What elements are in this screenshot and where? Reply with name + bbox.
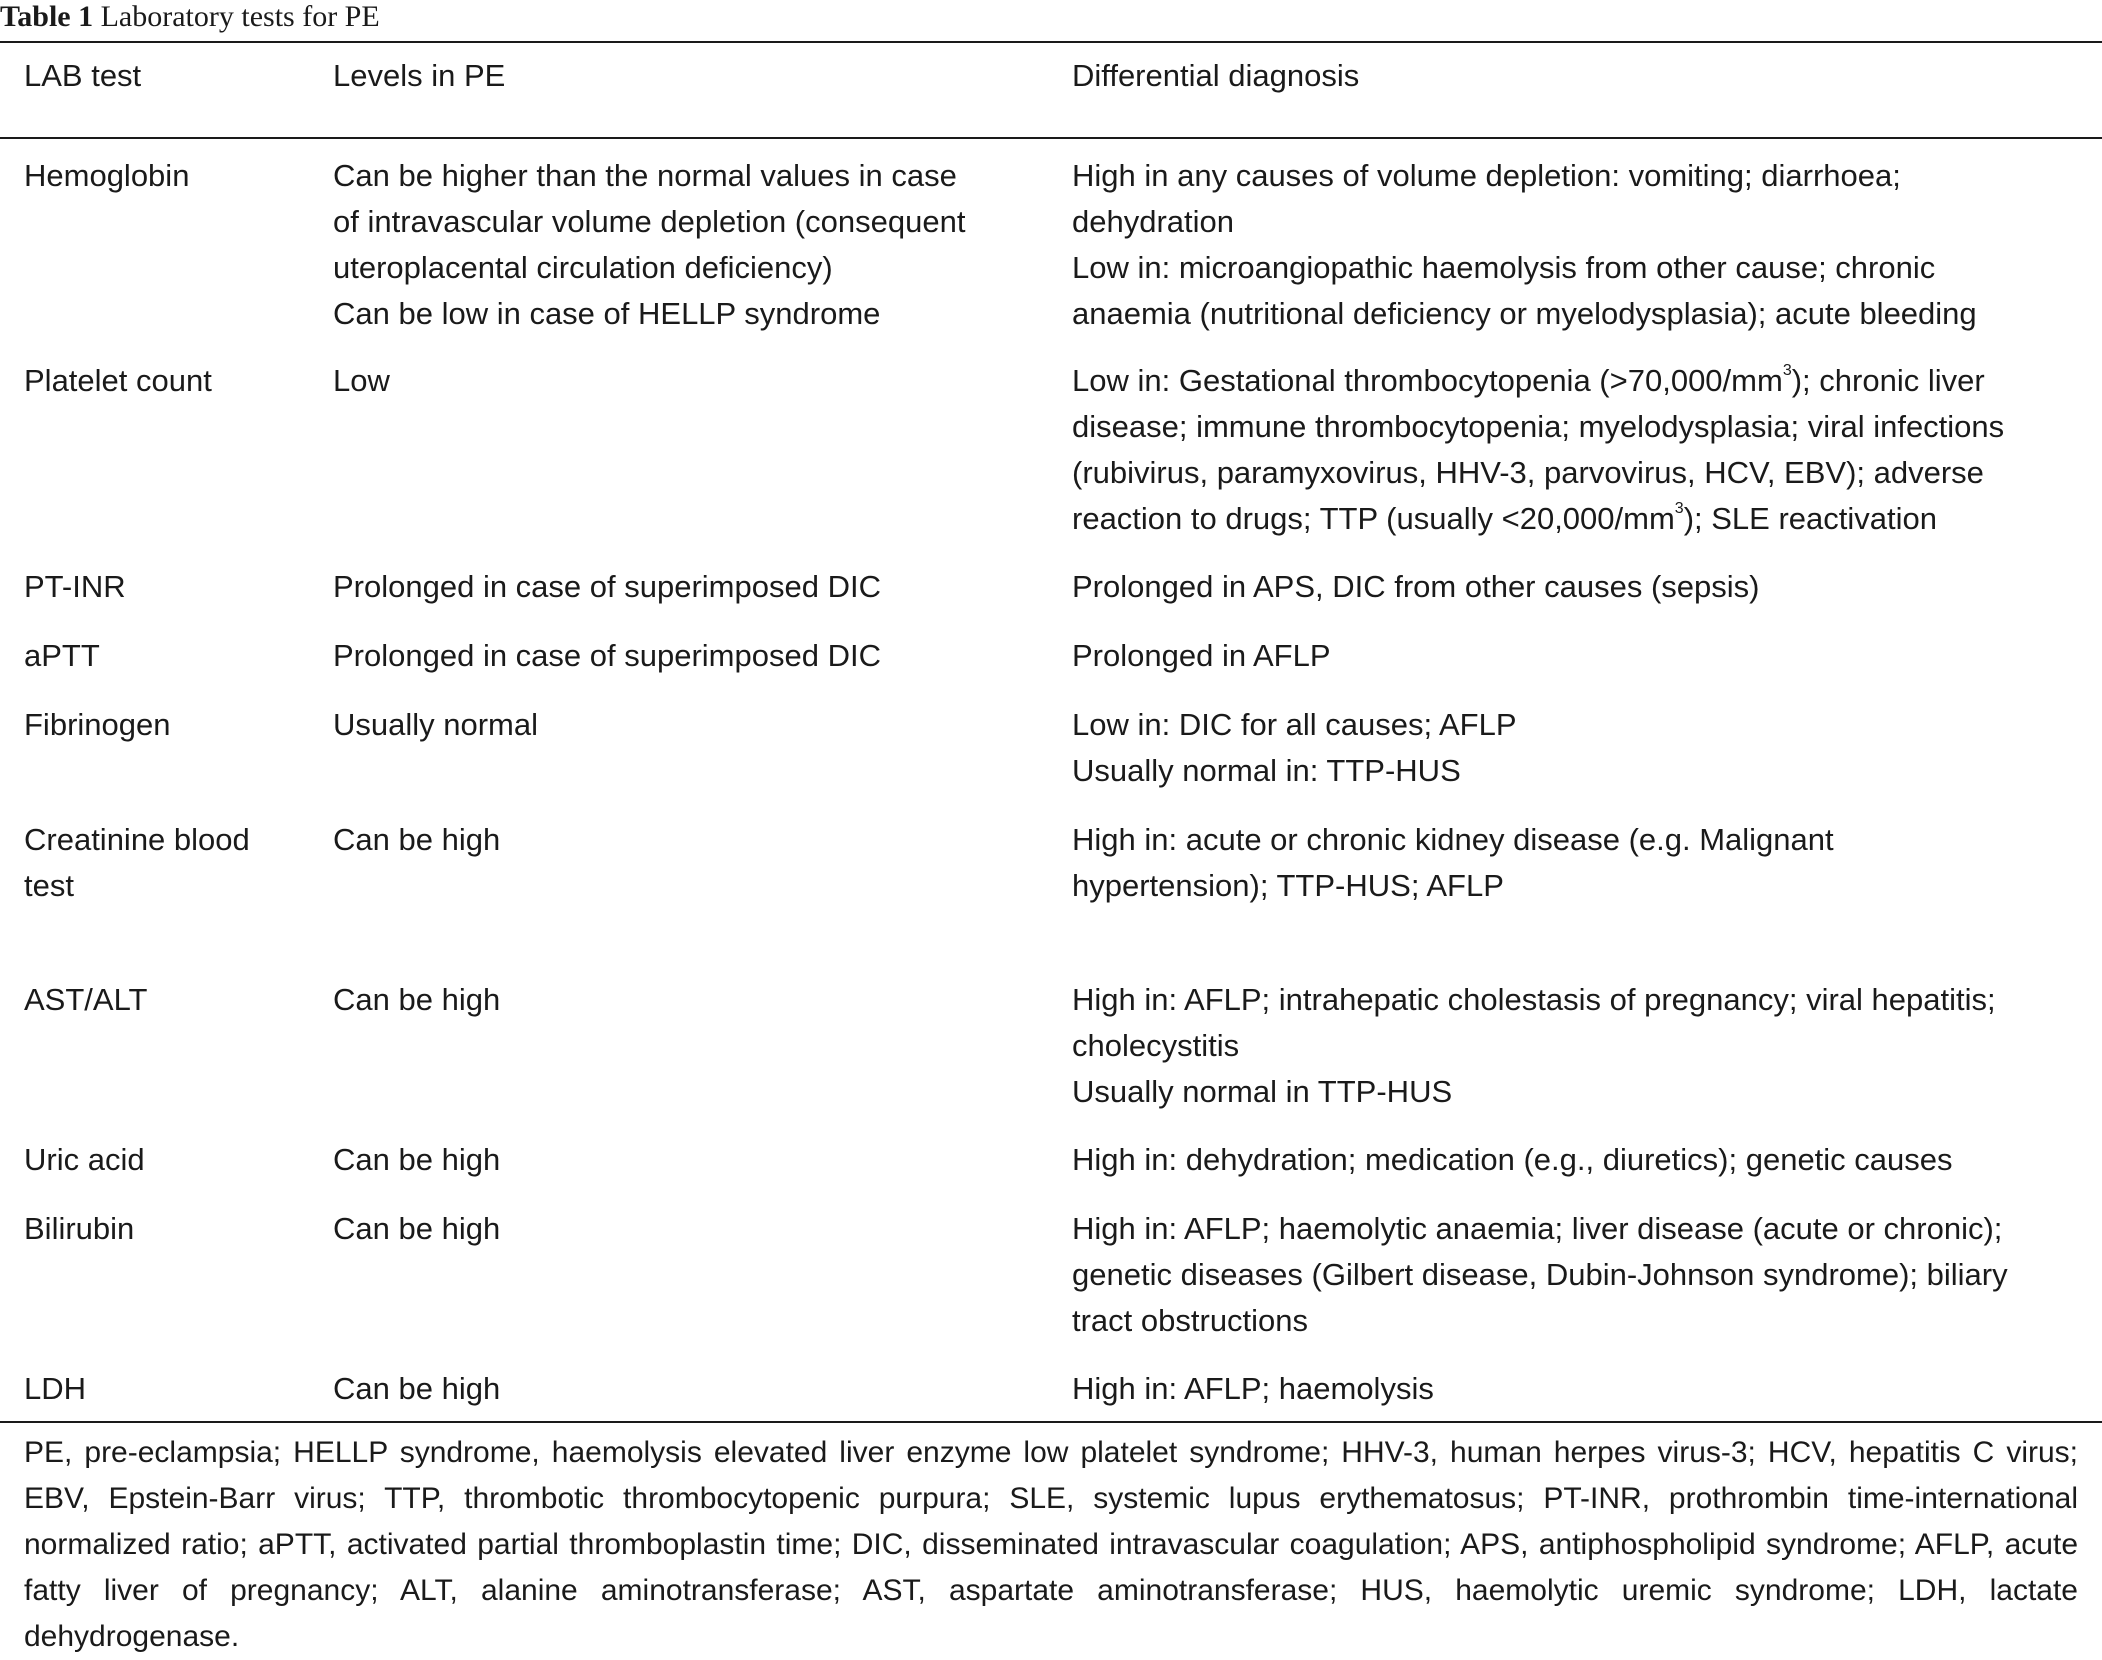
row-aptt-test: aPTT <box>24 638 100 673</box>
row-uric-acid-levels: Can be high <box>333 1142 501 1177</box>
row-ast-alt-differential: High in: AFLP; intrahepatic cholestasis of pregnancy; viral hepatitis; cholecystitis Usually normal in TTP-HUS <box>1072 982 1996 1109</box>
row-creatinine-levels: Can be high <box>333 822 501 857</box>
row-platelet-count-differential: Low in: Gestational thrombocytopenia $(>70,000/mm^3)$; chronic liver disease; immune thrombocytopenia; myelodysplasia; viral infections (rubivirus, paramyxovirus, HHV-3, parvovirus, HCV, EBV); adverse reaction to drugs; TTP (usually $<20,000/mm^3$); SLE reactivation <box>1072 362 2005 536</box>
row-bilirubin-levels: Can be high <box>333 1211 501 1246</box>
row-hemoglobin-test: Hemoglobin <box>24 158 190 193</box>
table-footnote: PE, pre-eclampsia; HELLP syndrome, haemolysis elevated liver enzyme low platelet syndrome; HHV-3, human herpes virus-3; HCV, hepatitis C virus; EBV, Epstein-Barr virus; TTP, thrombotic thrombocytopenic purpura; SLE, systemic lupus erythematosus; PT-INR, prothrombin time-international normalized ratio; aPTT, activated partial thromboplastin time; DIC, disseminated intravascular coagulation; APS, antiphospholipid syndrome; AFLP, acute fatty liver of pregnancy; ALT, alanine aminotransferase; AST, aspartate aminotransferase; HUS, haemolytic uremic syndrome; LDH, lactate dehydrogenase. <box>24 1436 2078 1653</box>
row-fibrinogen-differential: Low in: DIC for all causes; AFLP Usually normal in: TTP-HUS <box>1072 707 1517 788</box>
row-creatinine-differential: High in: acute or chronic kidney disease (e.g. Malignant hypertension); TTP-HUS; AFLP <box>1072 822 1834 903</box>
row-hemoglobin-differential: High in any causes of volume depletion: vomiting; diarrhoea; dehydration Low in: microangiopathic haemolysis from other cause; chronic anaemia (nutritional deficiency or myelodysplasia); acute bleeding <box>1072 158 1977 331</box>
row-ldh-test: LDH <box>24 1371 87 1406</box>
row-ast-alt-test: AST/ALT <box>24 982 148 1017</box>
row-pt-inr-test: PT-INR <box>24 569 126 604</box>
row-fibrinogen-levels: Usually normal <box>333 707 539 742</box>
table-bottom-rule <box>0 1421 2102 1423</box>
table-title: Laboratory tests for PE <box>100 0 380 33</box>
row-ldh-differential: High in: AFLP; haemolysis <box>1072 1371 1434 1406</box>
table-caption <box>0 0 380 40</box>
row-uric-acid-differential: High in: dehydration; medication (e.g., diuretics); genetic causes <box>1072 1142 1953 1177</box>
row-ast-alt-levels: Can be high <box>333 982 501 1017</box>
row-bilirubin-differential: High in: AFLP; haemolytic anaemia; liver disease (acute or chronic); genetic diseases (Gilbert disease, Dubin-Johnson syndrome); biliary tract obstructions <box>1072 1211 2008 1338</box>
row-ldh-levels: Can be high <box>333 1371 501 1406</box>
column-header-levels: Levels in PE <box>333 58 506 93</box>
row-platelet-count-levels: Low <box>333 363 390 398</box>
row-aptt-differential: Prolonged in AFLP <box>1072 638 1331 673</box>
row-pt-inr-levels: Prolonged in case of superimposed DIC <box>333 569 881 604</box>
row-platelet-count-test: Platelet count <box>24 363 212 398</box>
column-header-lab-test: LAB test <box>24 58 142 93</box>
row-aptt-levels: Prolonged in case of superimposed DIC <box>333 638 881 673</box>
column-header-differential: Differential diagnosis <box>1072 58 1360 93</box>
row-fibrinogen-test: Fibrinogen <box>24 707 171 742</box>
header-rule <box>0 137 2102 139</box>
table-number: Table 1 <box>0 0 94 33</box>
row-bilirubin-test: Bilirubin <box>24 1211 135 1246</box>
row-hemoglobin-levels: Can be higher than the normal values in case of intravascular volume depletion (consequent uteroplacental circulation deficiency) Can be low in case of HELLP syndrome <box>333 158 966 331</box>
row-creatinine-test: Creatinine blood test <box>24 822 250 903</box>
row-uric-acid-test: Uric acid <box>24 1142 145 1177</box>
row-pt-inr-differential: Prolonged in APS, DIC from other causes (sepsis) <box>1072 569 1760 604</box>
table-top-rule <box>0 41 2102 43</box>
